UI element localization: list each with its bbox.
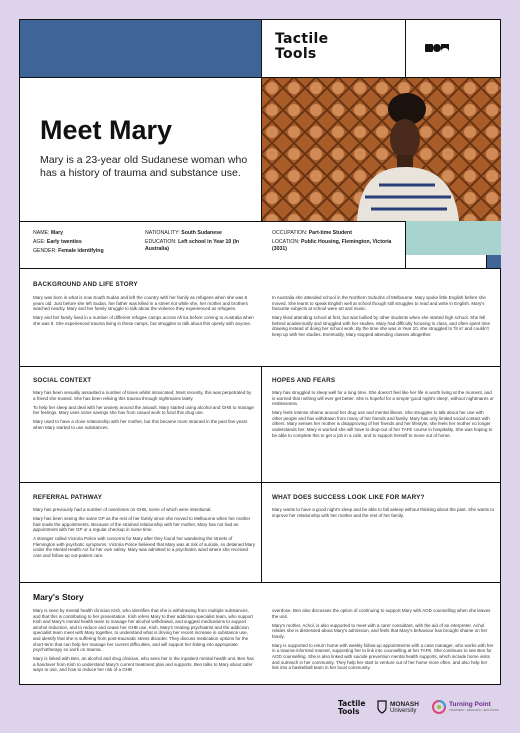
profile-gender: GENDER: Female identifying — [33, 248, 104, 254]
success-body — [272, 507, 494, 522]
success-heading: WHAT DOES SUCCESS LOOK LIKE FOR MARY? — [272, 494, 425, 501]
turning-point-tagline: TREATMENT · RESEARCH · EDUCATION — [449, 709, 499, 712]
monash-university: University — [390, 708, 417, 714]
story-para-3: overdose. Ben also discusses the option of continuing to support Mary with AOD counselling when she leaves the unit. — [272, 608, 491, 619]
background-right — [272, 295, 494, 341]
hopes-para-2: Mary feels intense shame around her drug use and mental illness. She struggles to talk about her use with other people and has withdrawn from many of her friends and family. Mary has only limited social contact with others. Mary senses her mother is disapproving of her friends and her lifestyle; she feels her mother no longer understands her. Mary is worried she will have to drop-out of her TAFE course in hospitality. She was hoping to be able to complete this to get a job in a cafe, and to support herself to move out of home. — [272, 410, 493, 438]
header-color-block — [20, 20, 261, 77]
persona-sheet — [19, 19, 501, 685]
brand-mark-icon — [425, 40, 449, 50]
turning-point-name: Turning Point — [449, 701, 491, 708]
profile-col-2 — [145, 230, 255, 253]
referral-para-1: Mary has previously had a number of overdoses on GHB, some of which were intentional. — [33, 507, 212, 512]
profile-name: NAME: Mary — [33, 230, 64, 236]
hopes-para-1: Mary has struggled to sleep well for a long time. She doesn't feel like her life is worth living at the moment, and is worried that nothing will ever get better. She is hopeful for a simple 'good night's sleep', without nightmares or restlessness. — [272, 390, 494, 407]
hopes-body — [272, 390, 494, 442]
profile-accent-block — [405, 221, 501, 255]
referral-para-2: Mary has been seeing the same GP as the rest of her family since she moved to Melbourne when her mother had made the appointments. Because of the strained relationship with her mother, Mary has not had an appointment with her GP or a regular checkup in some time. — [33, 515, 251, 533]
background-para-2: Mary and her family lived in a number of different refugee camps across Africa before coming to Australia when she was 9. She experienced trauma living in these camps, but struggles to talk about this openly with anyone. — [33, 315, 254, 326]
social-para-2: To help her sleep and deal with her anxiety around the assault, Mary started using alcohol and GHB to manage her feelings. Mary uses some savings she has from casual work to fund this drug use. — [33, 404, 254, 416]
story-para-5: Mary is supported to return home with weekly follow-up appointments with a case manager, who works with her in a trauma-informed manner, supporting her to link into counselling at her TAFE. She continues to see Ben for AOD counselling. She is also linked with suicide prevention mental health supports, which include home visits and outreach in her community. They help her start to venture out of her home more often, and also help her link into a basketball team in her local community. — [272, 642, 494, 671]
footer-brand-line-2: Tools — [338, 707, 360, 716]
background-para-1: Mary was born in what is now South Sudan and left the country with her family as refugees when she was 6 years old. Just before she left Sudan, her father was killed in a street riot while she, her mother and brothers watched nearby. Mary and her family struggle to talk about the violence they experienced as refugees. — [33, 295, 248, 312]
story-para-1: Mary is seen by mental health clinician Kish, who identifies that she is withdrawing from multiple substances, and that this is contributing to her presentation. Kish refers Mary to their addiction specialist team, who support Kish and Mary's mental health team to manage her alcohol withdrawal, and suggest medications to support alcohol reduction, and to reduce and cease her GHB use. Kish, Mary's treating psychiatrist and the addiction specialist team meet with Mary together, to understand what is driving her recent increase in substance use, and identify that she is suffering from post-traumatic stress disorder. They discuss medication options for the short-term that can help her manage her current difficulties, and will support her linking into appropriate psychotherapy so work on trauma. — [33, 608, 253, 653]
hopes-heading: HOPES AND FEARS — [272, 377, 336, 384]
profile-col-3 — [272, 230, 400, 253]
monash-name: MONASH — [390, 701, 419, 708]
background-para-3: In Australia she attended school in the Northern Suburbs of Melbourne. Mary spoke little English before she moved. She learnt to speak English well at school though still struggles to read and write in English. Mary's favourite subjects at school were art and music. — [272, 295, 486, 312]
profile-location: LOCATION: Public Housing, Flemington, Victoria (3031) — [272, 239, 392, 252]
profile-education: EDUCATION: Left school in Year 10 (In Australia) — [145, 239, 240, 252]
background-para-4: Mary liked attending school at first, but was bullied by other students when she started high school. She fell behind academically and struggled with her studies. Mary had difficulty focusing in class, and often spent time drawing instead of doing her school work. By the time she was in Year 10, she struggled to 'fit in' and couldn't keep up with her studies. Eventually, Mary stopped attending classes altogether. — [272, 315, 491, 337]
footer-brand-line-1: Tactile — [338, 699, 366, 708]
background-heading: BACKGROUND AND LIFE STORY — [33, 281, 138, 288]
referral-para-3: A stranger called Victoria Police with concerns for Mary after they found her wandering the streets of Flemington with psychotic symptoms. Victoria Police believed that Mary was at risk of suicide, so detained Mary under the Mental Health Act for her own safety. Mary was admitted to a psychiatric ward where she received care and follow-up out-patient care. — [33, 536, 256, 558]
brand-line-2: Tools — [275, 46, 317, 62]
social-para-1: Mary has been sexually assaulted a number of times whilst intoxicated. Most recently, this was perpetrated by a friend she trusted. She has been reliving this trauma through nightmares lately. — [33, 390, 252, 401]
profile-side-block — [486, 255, 501, 268]
profile-occupation: OCCUPATION: Part-time Student — [272, 230, 352, 236]
story-right — [272, 608, 494, 674]
profile-age: AGE: Early twenties — [33, 239, 82, 245]
social-para-3: Mary used to have a close relationship with her mother, but this became more strained in the past few years when Mary started to use substances. — [33, 419, 248, 430]
brand-line-1: Tactile — [275, 31, 329, 47]
footer-tactile-logo — [338, 700, 365, 716]
referral-heading: REFERRAL PATHWAY — [33, 494, 103, 501]
story-left — [33, 608, 255, 676]
success-para-1: Mary wants to have a good night's sleep and be able to fall asleep without thinking about the past. She wants to improve her relationship with her mother and the rest of her family. — [272, 507, 495, 518]
background-left — [33, 295, 255, 330]
portrait-photo — [261, 77, 501, 221]
referral-body — [33, 507, 255, 562]
page-title: Meet Mary — [40, 115, 173, 145]
story-para-2: Mary is linked with Ben, an alcohol and drug clinician, who sees her in the inpatient mental health unit. Ben has a handover from Kish to understand Mary's current treatment plan and supports. Ben talks to Mary about safer ways to use, and how to reduce her risk of a GHB — [33, 656, 254, 673]
social-heading: SOCIAL CONTEXT — [33, 377, 92, 384]
story-para-4: Mary's mother, Achol, is also supported to meet with a carer consultant, with the aid of an interpreter. Achol relates she is distressed about Mary's admission, and feels that Mary's behaviour has brought shame on her family. — [272, 622, 488, 639]
brand-logo — [275, 32, 328, 62]
page-subtitle: Mary is a 23-year old Sudanese woman who has a history of trauma and substance use. — [40, 154, 248, 179]
social-body — [33, 390, 255, 434]
profile-nationality: NATIONALITY: South Sudanese — [145, 230, 222, 236]
turning-point-swirl-icon — [432, 700, 446, 714]
profile-col-1 — [33, 230, 138, 255]
story-heading: Mary's Story — [33, 592, 84, 602]
monash-crest-icon — [377, 700, 387, 714]
